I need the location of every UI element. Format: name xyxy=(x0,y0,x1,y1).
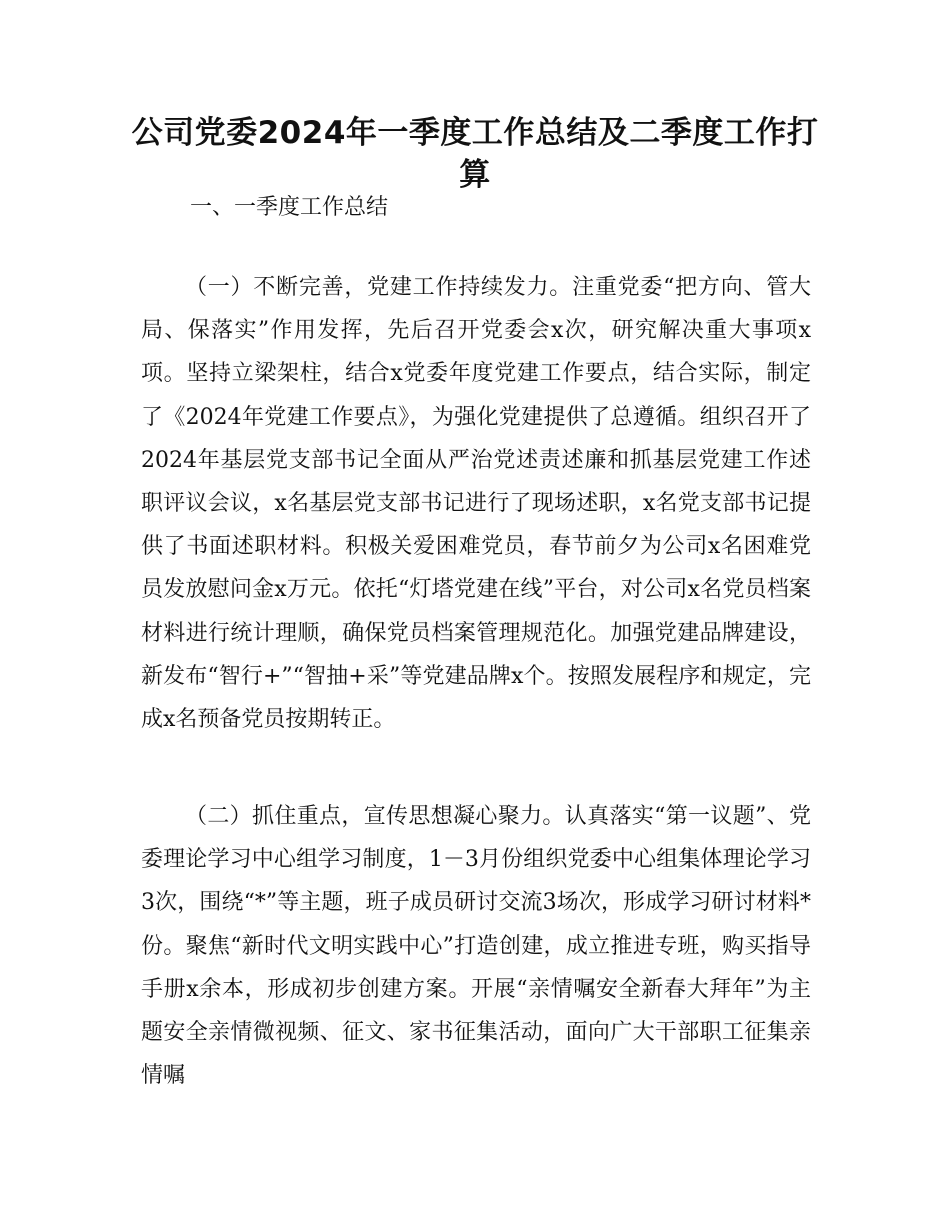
paragraph-1: （一）不断完善，党建工作持续发力。注重党委“把方向、管大局、保落实”作用发挥，先后召开党委会x次，研究解决重大事项x项。坚持立梁架柱，结合x党委年度党建工作要点，结合实际，制定了《2024年党建工作要点》，为强化党建提供了总遵循。组织召开了2024年基层党支部书记全面从严治党述责述廉和抓基层党建工作述职评议会议，x名基层党支部书记进行了现场述职，x名党支部书记提供了书面述职材料。积极关爱困难党员，春节前夕为公司x名困难党员发放慰问金x万元。依托“灯塔党建在线”平台，对公司x名党员档案材料进行统计理顺，确保党员档案管理规范化。加强党建品牌建设，新发布“智行+”“智抽+采”等党建品牌x个。按照发展程序和规定，完成x名预备党员按期转正。 xyxy=(141,275,811,733)
paragraph-2: （二）抓住重点，宣传思想凝心聚力。认真落实“第一议题”、党委理论学习中心组学习制度，1－3月份组织党委中心组集体理论学习3次，围绕“*”等主题，班子成员研讨交流3场次，形成学习研讨材料*份。聚焦“新时代文明实践中心”打造创建，成立推进专班，购买指导手册x余本，形成初步创建方案。开展“亲情嘱安全新春大拜年”为主题安全亲情微视频、征文、家书征集活动，面向广大干部职工征集亲情嘱 xyxy=(141,804,811,1089)
section-heading: 一、一季度工作总结 xyxy=(190,195,389,220)
document-title: 公司党委2024年一季度工作总结及二季度工作打算 xyxy=(131,115,819,193)
